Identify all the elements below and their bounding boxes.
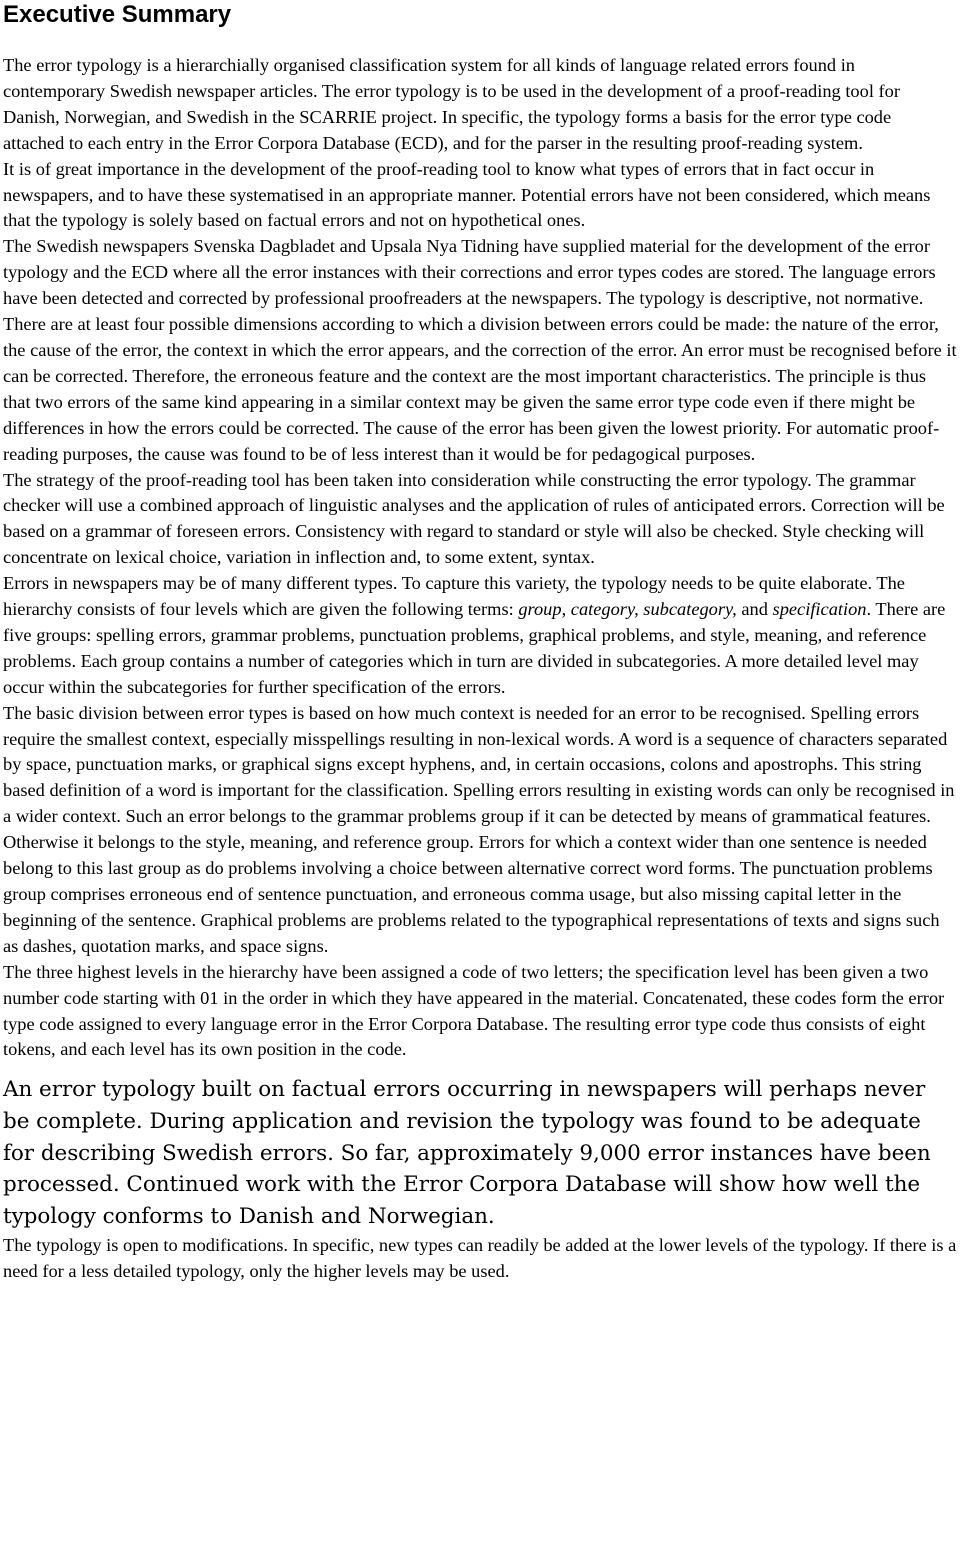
term-specification: specification xyxy=(772,599,867,620)
paragraph-1: The error typology is a hierarchially organised classification system for all kinds of language related errors found in contemporary Swedish newspaper articles. The error typology is to be used in the development of a proof-reading tool for Danish, Norwegian, and Swedish in the SCARRIE project. In specific, the typology forms a basis for the error type code attached to each entry in the Error Corpora Database (ECD), and for the parser in the resulting proof-reading system. xyxy=(3,55,900,153)
levels-sep-2: and xyxy=(736,599,773,620)
paragraph-8: The three highest levels in the hierarchy have been assigned a code of two letters; the specification level has been given a two number code starting with 01 in the order in which they have appeared in the material. Concatenated, these codes form the error type code assigned to every language error in the Error Corpora Database. The resulting error type code thus consists of eight tokens, and each level has its own position in the code. xyxy=(3,961,945,1060)
paragraph-5: The strategy of the proof-reading tool has been taken into consideration while constructing the error typology. The grammar checker will use a combined approach of linguistic analyses and the application of rules of anticipated errors. Correction will be based on a grammar of foreseen errors. Consistency with regard to standard or style will also be checked. Style checking will concentrate on lexical choice, variation in inflection and, to some extent, syntax. xyxy=(3,469,945,568)
paragraph-4: There are at least four possible dimensions according to which a division between errors could be made: the nature of the error, the cause of the error, the context in which the error appears, and the correction of the error. An error must be recognised before it can be corrected. Therefore, the erroneous feature and the context are the most important characteristics. The principle is thus that two errors of the same kind appearing in a similar context may be given the same error type code even if there might be differences in how the errors could be corrected. The cause of the error has been given the lowest priority. For automatic proof-reading purposes, the cause was found to be of less interest than it would be for pedagogical purposes. xyxy=(3,314,957,464)
document-page xyxy=(3,0,957,1285)
levels-sep-1: , xyxy=(561,599,571,620)
paragraph-large: An error typology built on factual errors occurring in newspapers will perhaps never be complete. During application and revision the typology was found to be adequate for describing Swedish errors. So far, approximately 9,000 error instances have been processed. Continued work with the Error Corpora Database will show how well the typology conforms to Danish and Norwegian. xyxy=(3,1077,931,1229)
page-title: Executive Summary xyxy=(3,1,232,28)
paragraph-3: The Swedish newspapers Svenska Dagbladet and Upsala Nya Tidning have supplied material for the development of the error typology and the ECD where all the error instances with their corrections and error types codes are stored. The language errors have been detected and corrected by professional proofreaders at the newspapers. The typology is descriptive, not normative. xyxy=(3,236,936,309)
paragraph-levels xyxy=(3,571,957,701)
term-group: group xyxy=(518,599,562,620)
conclusion-large-text xyxy=(3,1074,957,1232)
paragraph-2: It is of great importance in the development of the proof-reading tool to know what types of errors that in fact occur in newspapers, and to have these systematised in an appropriate manner. Potential errors have not been considered, which means that the typology is solely based on factual errors and not on hypothetical ones. xyxy=(3,158,931,231)
levels-text-before: Errors in newspapers may be of many different types. To capture this variety, the typology needs to be quite elaborate. The hierarchy consists of four levels which are given the following terms: xyxy=(3,573,905,620)
closing-text xyxy=(3,1233,957,1285)
levels-text-after: . There are five groups: spelling errors, grammar problems, punctuation problems, graphical problems, and style, meaning, and reference problems. Each group contains a number of categories which in turn are divided in subcategories. A more detailed level may occur within the subcategories for further specification of the errors. xyxy=(3,599,946,697)
body-text xyxy=(3,53,957,1063)
paragraph-final: The typology is open to modifications. In specific, new types can readily be added at the lower levels of the typology. If there is a need for a less detailed typology, only the higher levels may be used. xyxy=(3,1235,957,1282)
paragraph-7: The basic division between error types is based on how much context is needed for an error to be recognised. Spelling errors require the smallest context, especially misspellings resulting in non-lexical words. A word is a sequence of characters separated by space, punctuation marks, or graphical signs except hyphens, and, in certain occasions, colons and apostrophs. This string based definition of a word is important for the classification. Spelling errors resulting in existing words can only be recognised in a wider context. Such an error belongs to the grammar problems group if it can be detected by means of grammatical features. Otherwise it belongs to the style, meaning, and reference group. Errors for which a context wider than one sentence is needed belong to this last group as do problems involving a choice between alternative correct word forms. The punctuation problems group comprises erroneous end of sentence punctuation, and erroneous comma usage, but also missing capital letter in the beginning of the sentence. Graphical problems are problems related to the typographical representations of texts and signs such as dashes, quotation marks, and space signs. xyxy=(3,702,955,956)
term-category-subcategory: category, subcategory, xyxy=(570,599,737,620)
